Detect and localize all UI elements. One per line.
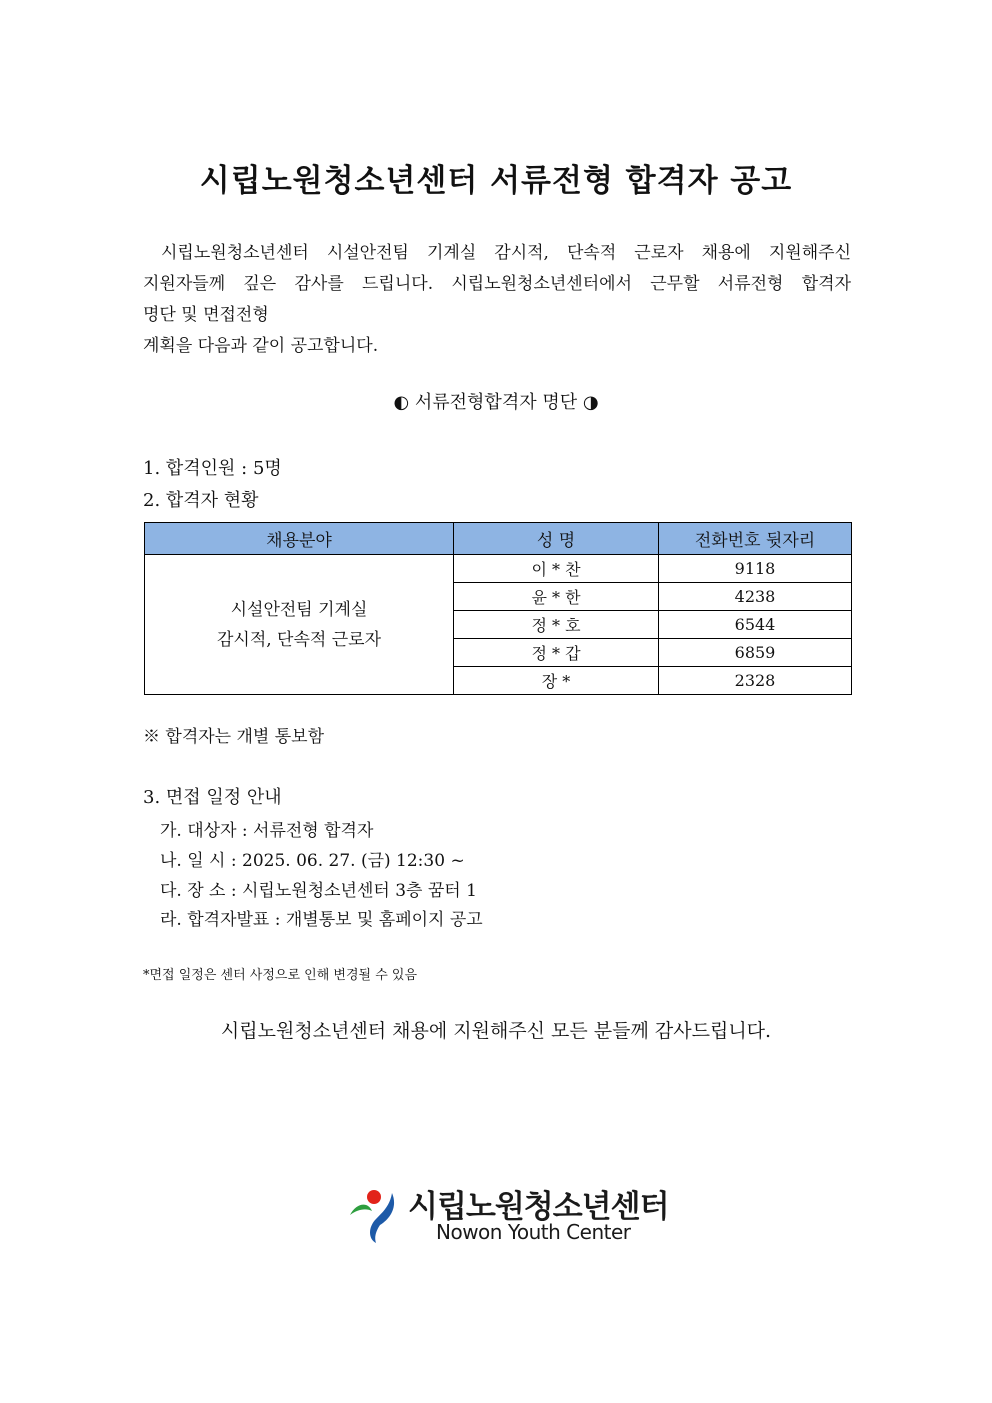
schedule-target: 가. 대상자 : 서류전형 합격자 <box>160 821 374 841</box>
field-line-1: 시설안전팀 기계실 <box>230 599 368 620</box>
intro-line-4: 계획을 다음과 같이 공고합니다. <box>143 336 379 356</box>
item-pass-count: 1. 합격인원 : 5명 <box>143 458 282 479</box>
schedule-announcement: 라. 합격자발표 : 개별통보 및 홈페이지 공고 <box>160 910 483 930</box>
header-field: 채용분야 <box>145 523 454 555</box>
document-title: 시립노원청소년센터 서류전형 합격자 공고 <box>199 163 793 199</box>
name-cell: 정 * 갑 <box>454 639 659 667</box>
field-line-2: 감시적, 단속적 근로자 <box>216 629 381 650</box>
logo-name-english: Nowon Youth Center <box>436 1220 631 1244</box>
header-phone: 전화번호 뒷자리 <box>659 523 852 555</box>
schedule-change-note: *면접 일정은 센터 사정으로 인해 변경될 수 있음 <box>143 968 418 983</box>
result-table <box>144 522 852 695</box>
schedule-location: 다. 장 소 : 시립노원청소년센터 3층 꿈터 1 <box>160 881 477 901</box>
intro-line-2: 지원자들께 깊은 감사를 드립니다. 시립노원청소년센터에서 근무할 서류전형 합격자 <box>143 274 851 294</box>
phone-cell: 6859 <box>659 639 852 667</box>
phone-cell: 9118 <box>659 555 852 583</box>
intro-paragraph <box>143 238 851 362</box>
field-cell <box>145 555 454 695</box>
header-name: 성 명 <box>454 523 659 555</box>
item-pass-status: 2. 합격자 현황 <box>143 490 259 511</box>
phone-cell: 2328 <box>659 667 852 695</box>
name-cell: 정 * 호 <box>454 611 659 639</box>
section-heading: ◐ 서류전형합격자 명단 ◑ <box>393 392 599 413</box>
intro-line-1: 시립노원청소년센터 시설안전팀 기계실 감시적, 단속적 근로자 채용에 지원해주신 <box>161 243 851 263</box>
phone-cell: 4238 <box>659 583 852 611</box>
logo-name-korean: 시립노원청소년센터 <box>408 1189 669 1225</box>
phone-cell: 6544 <box>659 611 852 639</box>
center-logo <box>346 1185 669 1249</box>
notification-note: ※ 합격자는 개별 통보함 <box>143 727 325 747</box>
center-logo-icon <box>346 1185 402 1247</box>
table-row <box>145 555 852 583</box>
item-interview-schedule: 3. 면접 일정 안내 <box>143 787 282 808</box>
name-cell: 장 * <box>454 667 659 695</box>
intro-line-3: 명단 및 면접전형 <box>143 305 269 325</box>
table-header-row <box>145 523 852 555</box>
closing-message: 시립노원청소년센터 채용에 지원해주신 모든 분들께 감사드립니다. <box>220 1020 772 1042</box>
name-cell: 윤 * 한 <box>454 583 659 611</box>
schedule-datetime: 나. 일 시 : 2025. 06. 27. (금) 12:30 ~ <box>160 851 465 871</box>
name-cell: 이 * 찬 <box>454 555 659 583</box>
